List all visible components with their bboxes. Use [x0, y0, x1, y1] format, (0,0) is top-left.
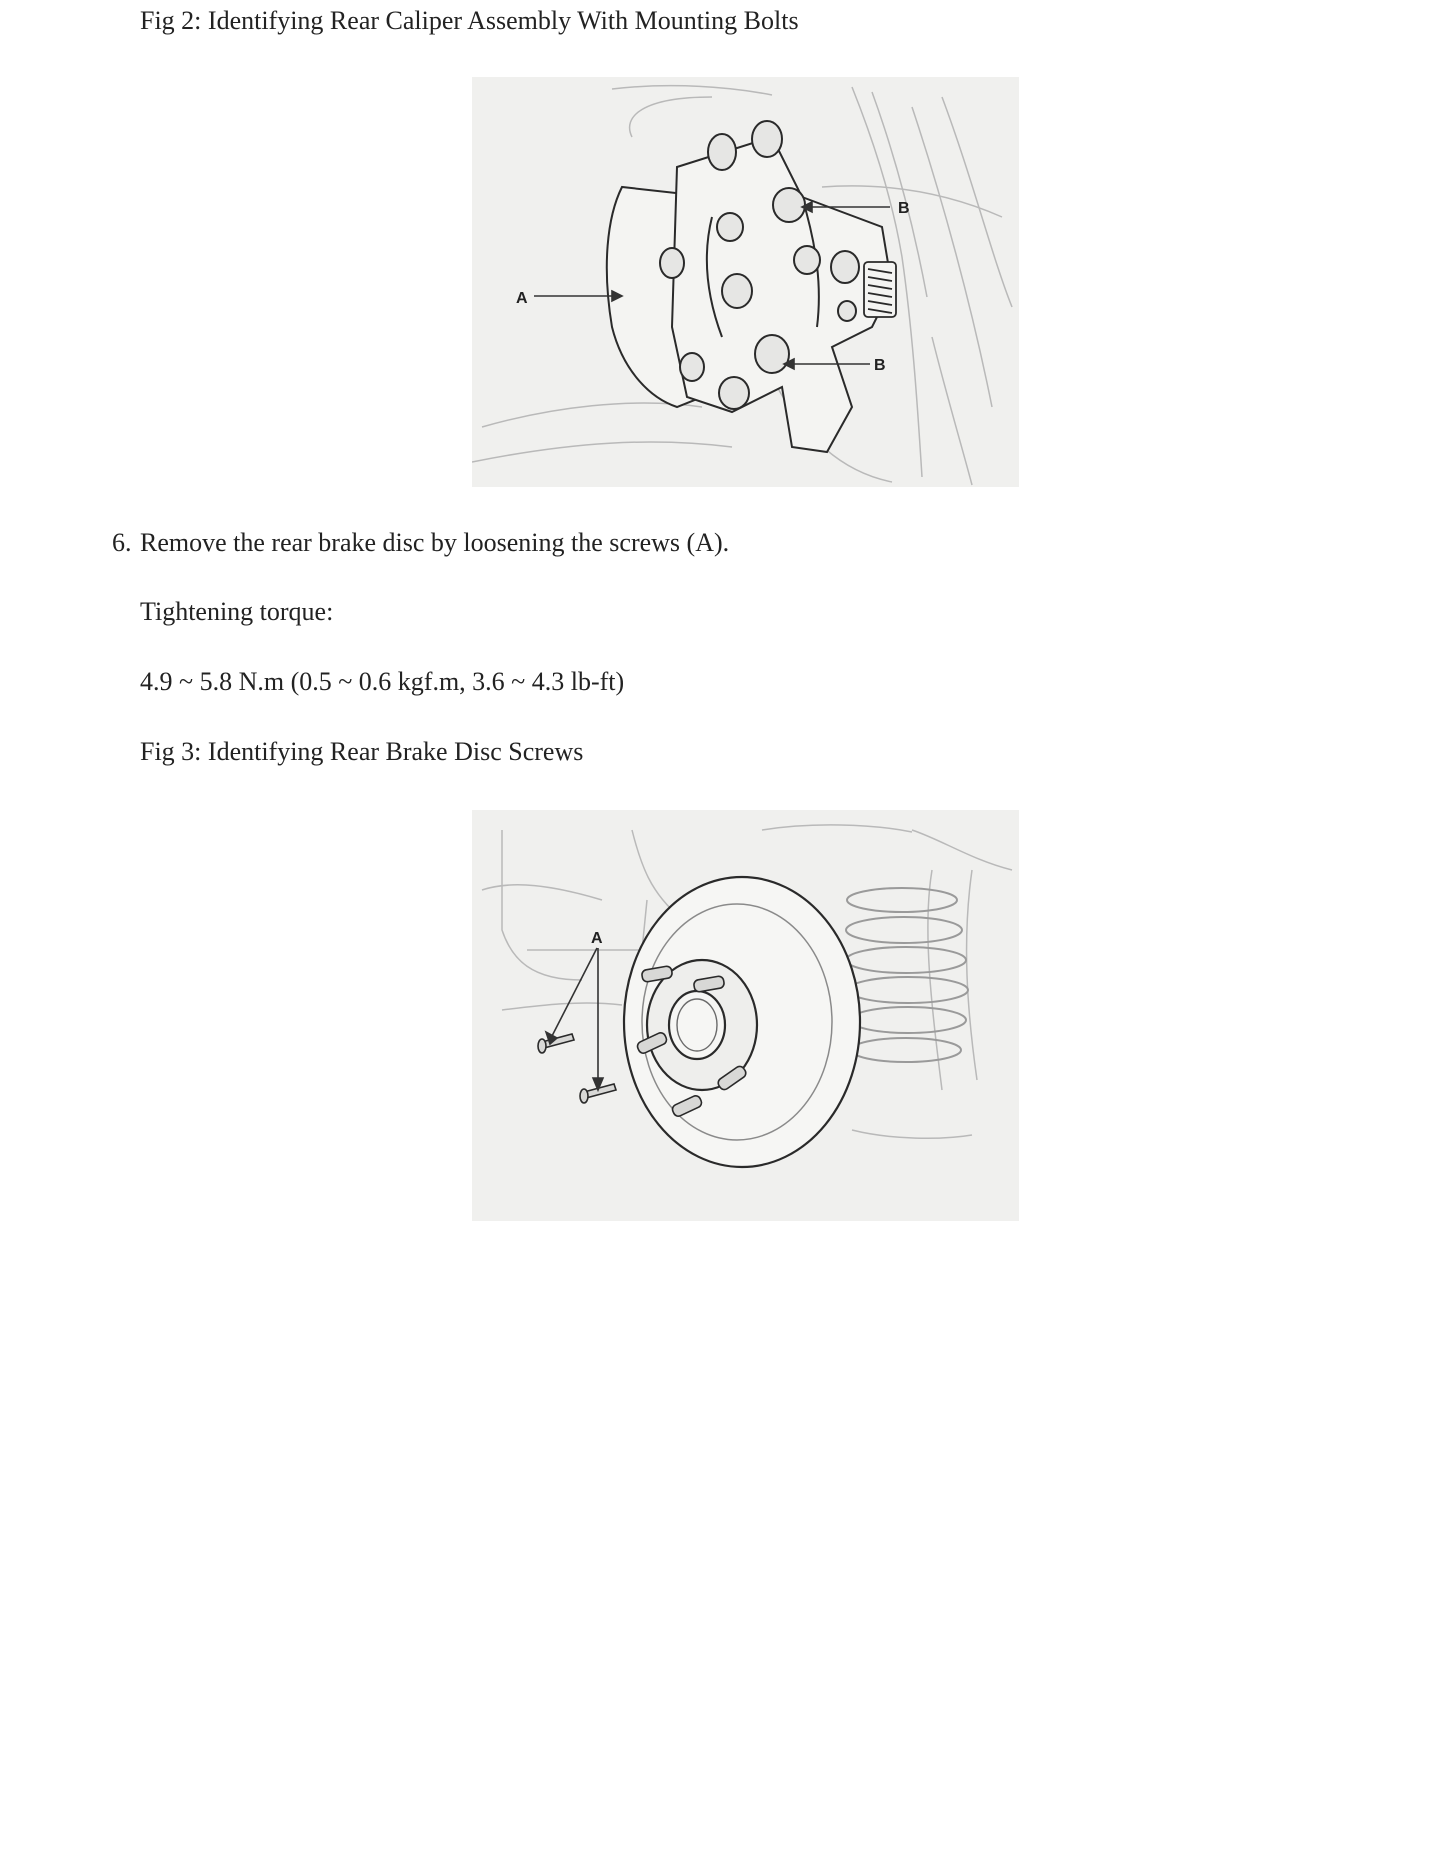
fig2-caption: Fig 2: Identifying Rear Caliper Assembly With Mounting Bolts	[140, 6, 799, 35]
torque-value: 4.9 ~ 5.8 N.m (0.5 ~ 0.6 kgf.m, 3.6 ~ 4.3 lb-ft)	[140, 667, 625, 696]
fig3-caption: Fig 3: Identifying Rear Brake Disc Screws	[140, 737, 584, 766]
fig3-label-a: A	[591, 930, 603, 947]
fig3-brake-disc-illustration	[472, 810, 1019, 1221]
fig2-label-a: A	[516, 290, 528, 307]
caliper-drawing	[472, 77, 1019, 487]
fig2-label-b-bottom: B	[874, 357, 886, 374]
fig2-caliper-illustration	[472, 77, 1019, 487]
brake-disc-drawing	[472, 810, 1019, 1221]
step-number: 6.	[112, 528, 132, 557]
torque-label: Tightening torque:	[140, 597, 334, 626]
step-text: Remove the rear brake disc by loosening the screws (A).	[140, 528, 730, 557]
fig2-label-b-top: B	[898, 200, 910, 217]
